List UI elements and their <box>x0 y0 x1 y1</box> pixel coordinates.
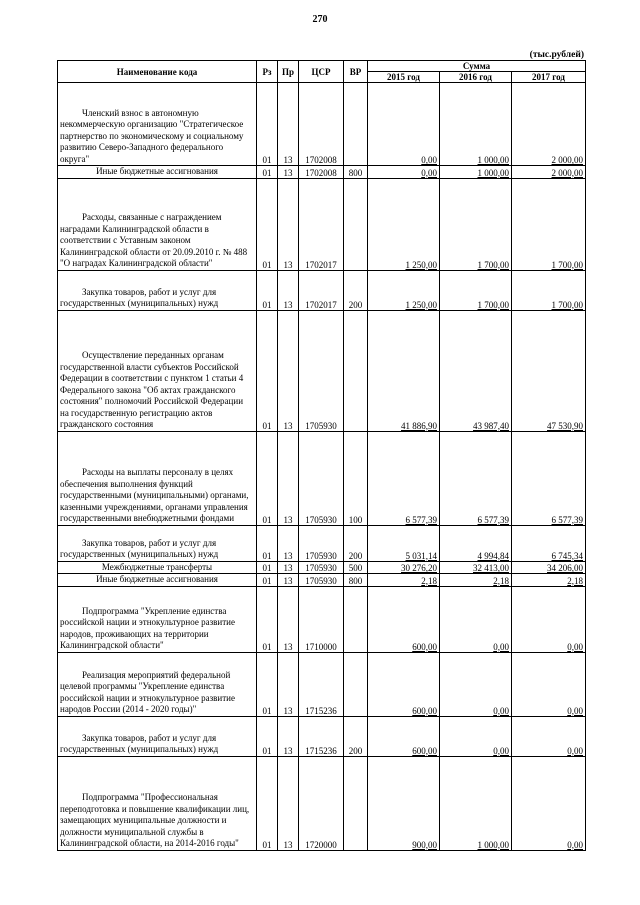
row-vr <box>344 83 368 166</box>
row-pr: 13 <box>278 525 299 561</box>
row-2016: 1 700,00 <box>440 178 512 270</box>
row-name: Подпрограмма "Профессиональная переподготовка и повышение квалификации лиц, замещающих муниципальные должности и должности муниципальной службы в Калининградской области, на 2014-2016 годы" <box>58 756 257 850</box>
row-rz: 01 <box>257 270 278 310</box>
row-name: Закупка товаров, работ и услуг для государственных (муниципальных) нужд <box>58 270 257 310</box>
row-name: Иные бюджетные ассигнования <box>58 574 257 587</box>
row-2015: 2,18 <box>368 574 440 587</box>
row-name: Иные бюджетные ассигнования <box>58 166 257 179</box>
table-row <box>58 166 586 179</box>
table-row <box>58 716 586 756</box>
header-2016: 2016 год <box>440 72 512 83</box>
row-2016: 6 577,39 <box>440 431 512 525</box>
row-pr: 13 <box>278 716 299 756</box>
row-name: Расходы на выплаты персоналу в целях обеспечения выполнения функций государственными (муниципальными) органами, казенными учреждениями, органами управления государственными внебюджетными фондами <box>58 431 257 525</box>
row-2016: 1 000,00 <box>440 83 512 166</box>
row-rz: 01 <box>257 586 278 652</box>
row-pr: 13 <box>278 652 299 716</box>
row-pr: 13 <box>278 574 299 587</box>
row-vr: 800 <box>344 166 368 179</box>
table-row <box>58 310 586 431</box>
row-vr: 100 <box>344 431 368 525</box>
row-vr <box>344 310 368 431</box>
row-2016: 1 700,00 <box>440 270 512 310</box>
row-2017: 2 000,00 <box>512 83 586 166</box>
header-pr: Пр <box>278 61 299 83</box>
row-name: Расходы, связанные с награждением наградами Калининградской области в соответствии с Уставным законом Калининградской области от 20.09.2010 г. № 488 "О наградах Калининградской области" <box>58 178 257 270</box>
row-2017: 0,00 <box>512 756 586 850</box>
row-name: Закупка товаров, работ и услуг для государственных (муниципальных) нужд <box>58 525 257 561</box>
table-row <box>58 431 586 525</box>
row-vr <box>344 756 368 850</box>
header-2017: 2017 год <box>512 72 586 83</box>
table-row <box>58 574 586 587</box>
row-name: Межбюджетные трансферты <box>58 561 257 574</box>
row-name: Закупка товаров, работ и услуг для государственных (муниципальных) нужд <box>58 716 257 756</box>
row-2016: 0,00 <box>440 716 512 756</box>
row-name: Осуществление переданных органам государственной власти субъектов Российской Федерации в соответствии с пунктом 1 статьи 4 Федерального закона "Об актах гражданского состояния" полномочий Российской Федерации на государственную регистрацию актов гражданского состояния <box>58 310 257 431</box>
row-csr: 1715236 <box>299 716 344 756</box>
row-2015: 41 886,90 <box>368 310 440 431</box>
row-2017: 0,00 <box>512 652 586 716</box>
row-2015: 6 577,39 <box>368 431 440 525</box>
row-2015: 5 031,14 <box>368 525 440 561</box>
row-2016: 0,00 <box>440 586 512 652</box>
row-2015: 600,00 <box>368 652 440 716</box>
row-pr: 13 <box>278 178 299 270</box>
row-rz: 01 <box>257 756 278 850</box>
row-pr: 13 <box>278 270 299 310</box>
row-vr <box>344 652 368 716</box>
row-rz: 01 <box>257 561 278 574</box>
table-row <box>58 756 586 850</box>
row-2016: 32 413,00 <box>440 561 512 574</box>
row-2015: 30 276,20 <box>368 561 440 574</box>
row-name: Членский взнос в автономную некоммерческую организацию "Стратегическое партнерство по экономическому и социальному развитию Северо-Западного федерального округа" <box>58 83 257 166</box>
row-csr: 1702017 <box>299 270 344 310</box>
table-row <box>58 586 586 652</box>
row-vr: 200 <box>344 716 368 756</box>
row-pr: 13 <box>278 310 299 431</box>
row-csr: 1705930 <box>299 574 344 587</box>
table-row <box>58 652 586 716</box>
row-2017: 34 206,00 <box>512 561 586 574</box>
row-name: Реализация мероприятий федеральной целевой программы "Укрепление единства российской нации и этнокультурное развитие народов России (2014 - 2020 годы)" <box>58 652 257 716</box>
row-2015: 600,00 <box>368 716 440 756</box>
row-2017: 2,18 <box>512 574 586 587</box>
row-csr: 1710000 <box>299 586 344 652</box>
row-csr: 1702008 <box>299 83 344 166</box>
row-2016: 2,18 <box>440 574 512 587</box>
row-2015: 1 250,00 <box>368 178 440 270</box>
row-rz: 01 <box>257 652 278 716</box>
row-csr: 1702008 <box>299 166 344 179</box>
row-pr: 13 <box>278 586 299 652</box>
header-csr: ЦСР <box>299 61 344 83</box>
row-csr: 1705930 <box>299 561 344 574</box>
table-body <box>58 83 586 851</box>
row-csr: 1720000 <box>299 756 344 850</box>
row-2015: 0,00 <box>368 166 440 179</box>
row-rz: 01 <box>257 525 278 561</box>
row-2015: 600,00 <box>368 586 440 652</box>
row-2017: 0,00 <box>512 586 586 652</box>
header-name: Наименование кода <box>58 61 257 83</box>
row-2015: 0,00 <box>368 83 440 166</box>
row-pr: 13 <box>278 756 299 850</box>
row-vr: 200 <box>344 525 368 561</box>
header-vr: ВР <box>344 61 368 83</box>
row-2017: 6 745,34 <box>512 525 586 561</box>
row-rz: 01 <box>257 178 278 270</box>
row-pr: 13 <box>278 83 299 166</box>
page-number: 270 <box>312 14 328 25</box>
row-pr: 13 <box>278 431 299 525</box>
row-2016: 1 000,00 <box>440 166 512 179</box>
row-vr: 500 <box>344 561 368 574</box>
table-row <box>58 525 586 561</box>
row-2015: 1 250,00 <box>368 270 440 310</box>
header-rz: Рз <box>257 61 278 83</box>
budget-table <box>57 60 586 851</box>
row-vr <box>344 178 368 270</box>
row-vr: 800 <box>344 574 368 587</box>
header-sum: Сумма <box>368 61 586 72</box>
row-csr: 1705930 <box>299 310 344 431</box>
row-2016: 4 994,84 <box>440 525 512 561</box>
table-row <box>58 270 586 310</box>
row-rz: 01 <box>257 166 278 179</box>
row-rz: 01 <box>257 83 278 166</box>
row-csr: 1715236 <box>299 652 344 716</box>
table-row <box>58 83 586 166</box>
row-rz: 01 <box>257 574 278 587</box>
row-2017: 1 700,00 <box>512 270 586 310</box>
row-name: Подпрограмма "Укрепление единства российской нации и этнокультурное развитие народов, проживающих на территории Калининградской области" <box>58 586 257 652</box>
table-row <box>58 561 586 574</box>
row-2015: 900,00 <box>368 756 440 850</box>
row-csr: 1705930 <box>299 525 344 561</box>
header-2015: 2015 год <box>368 72 440 83</box>
row-pr: 13 <box>278 166 299 179</box>
row-rz: 01 <box>257 716 278 756</box>
row-csr: 1705930 <box>299 431 344 525</box>
row-2016: 43 987,40 <box>440 310 512 431</box>
row-pr: 13 <box>278 561 299 574</box>
row-csr: 1702017 <box>299 178 344 270</box>
row-vr <box>344 586 368 652</box>
row-rz: 01 <box>257 431 278 525</box>
row-2016: 0,00 <box>440 652 512 716</box>
row-vr: 200 <box>344 270 368 310</box>
row-2017: 47 530,90 <box>512 310 586 431</box>
row-rz: 01 <box>257 310 278 431</box>
row-2017: 1 700,00 <box>512 178 586 270</box>
row-2016: 1 000,00 <box>440 756 512 850</box>
table-row <box>58 178 586 270</box>
row-2017: 0,00 <box>512 716 586 756</box>
row-2017: 2 000,00 <box>512 166 586 179</box>
units-label: (тыс.рублей) <box>529 50 584 60</box>
row-2017: 6 577,39 <box>512 431 586 525</box>
